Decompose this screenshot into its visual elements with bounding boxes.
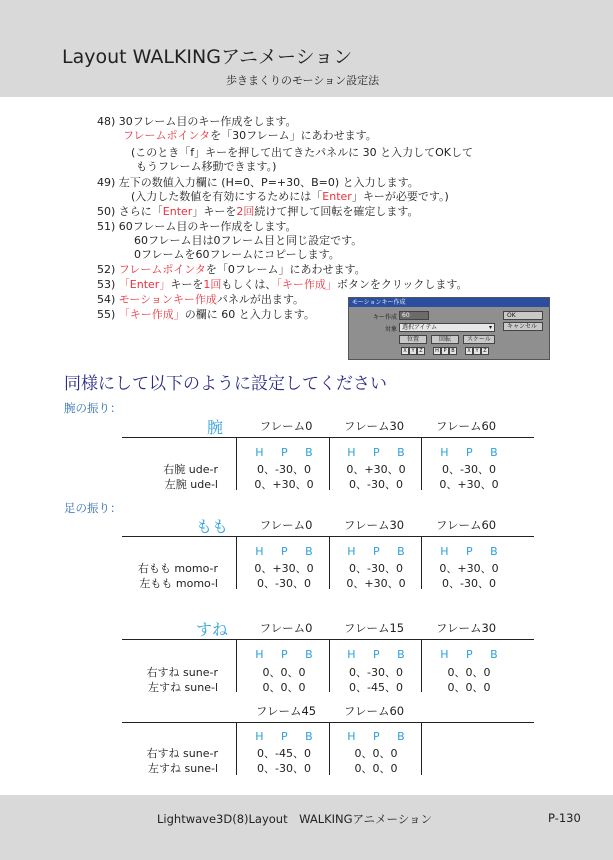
shin-hpb-30: H P B	[440, 648, 498, 661]
arm-table-rule	[122, 437, 534, 438]
scale-x-toggle[interactable]: X	[465, 347, 473, 355]
step-50-pre: 50) さらに「	[97, 205, 163, 218]
step-51-note1: 60フレーム目は0フレーム目と同じ設定です。	[134, 234, 363, 247]
arm-frame-60: フレーム60	[435, 419, 497, 433]
footer-title: Lightwave3D(8)Layout WALKINGアニメーション	[157, 812, 433, 826]
step-53-mid: キーを	[170, 278, 204, 291]
shin-l-f15: 0、-45、0	[349, 681, 403, 694]
step-49-note-rest: 」キーが必要です。)	[351, 190, 449, 203]
target-label: 対象	[385, 326, 398, 333]
step-53-count: 1回	[203, 278, 222, 291]
shin2-row-left: 左すね sune-l	[148, 762, 218, 775]
step-48-note2: もうフレーム移動できます。)	[136, 160, 277, 173]
rot-b-toggle[interactable]: B	[449, 347, 457, 355]
step-50	[97, 205, 418, 218]
step-53-enter: 「Enter」	[118, 278, 171, 291]
rot-h-toggle[interactable]: H	[433, 347, 441, 355]
shin-frame-15: フレーム15	[343, 621, 405, 635]
pos-x-toggle[interactable]: X	[401, 347, 409, 355]
ok-button[interactable]: OK	[503, 311, 543, 320]
thigh-row-left: 左もも momo-l	[139, 577, 218, 590]
arm-hpb-60: H P B	[440, 446, 498, 459]
thigh-frame-60: フレーム60	[435, 518, 497, 532]
step-54	[97, 293, 304, 306]
dialog-title: モーションキー作成	[349, 298, 549, 307]
shin-col-divider-1	[236, 639, 237, 692]
step-50-mid: 」キーを	[192, 205, 237, 218]
shin2-l-f45: 0、-30、0	[257, 762, 311, 775]
step-48-highlight: フレームポインタ	[123, 129, 211, 142]
arm-hpb-30: H P B	[347, 446, 405, 459]
step-53-mid2: もしくは、	[221, 278, 277, 291]
scale-button[interactable]: スケール	[463, 335, 495, 344]
thigh-frame-30: フレーム30	[343, 518, 405, 532]
shin2-r-f60: 0、0、0	[354, 747, 398, 760]
page-subtitle: 歩きまくりのモーション設定法	[226, 74, 380, 87]
arm-row-left: 左腕 ude-l	[164, 478, 218, 491]
step-49: 49) 左下の数値入力欄に (H=0、P=+30、B=0) と入力します。	[97, 176, 419, 189]
shin2-table-rule	[122, 722, 534, 723]
shin-frame-30: フレーム30	[435, 621, 497, 635]
thigh-hpb-60: H P B	[440, 545, 498, 558]
step-50-count: 2回	[236, 205, 255, 218]
step-55-pre: 55)	[97, 308, 119, 321]
thigh-col-divider-1	[236, 536, 237, 589]
scale-y-toggle[interactable]: Y	[473, 347, 481, 355]
shin2-l-f60: 0、0、0	[354, 762, 398, 775]
thigh-r-f60: 0、+30、0	[439, 562, 499, 575]
chevron-down-icon: ▾	[488, 324, 492, 331]
step-50-enter: Enter	[162, 205, 193, 218]
shin2-col-divider-1	[236, 722, 237, 775]
page-title: Layout WALKINGアニメーション	[62, 46, 353, 68]
cancel-button[interactable]: キャンセル	[503, 322, 543, 331]
target-select[interactable]	[399, 323, 495, 332]
shin-hpb-0: H P B	[255, 648, 313, 661]
key-create-input[interactable]: 60	[399, 311, 429, 320]
shin-r-f30: 0、0、0	[447, 666, 491, 679]
arm-l-f30: 0、-30、0	[349, 478, 403, 491]
step-54-pre: 54)	[97, 293, 119, 306]
step-51: 51) 60フレーム目のキー作成をします。	[97, 220, 297, 233]
shin2-hpb-60: H P B	[347, 730, 405, 743]
step-52	[97, 263, 366, 276]
shin-frame-45: フレーム45	[255, 704, 317, 718]
scale-z-toggle[interactable]: Z	[481, 347, 489, 355]
thigh-hpb-30: H P B	[347, 545, 405, 558]
shin2-row-right: 右すね sune-r	[146, 747, 218, 760]
arm-r-f0: 0、-30、0	[257, 463, 311, 476]
pos-y-toggle[interactable]: Y	[409, 347, 417, 355]
arm-hpb-0: H P B	[255, 446, 313, 459]
section-heading: 同様にして以下のように設定してください	[64, 374, 387, 394]
thigh-l-f60: 0、-30、0	[442, 577, 496, 590]
thigh-frame-0: フレーム0	[259, 518, 313, 532]
key-create-label: キー作成	[373, 314, 398, 321]
step-53	[97, 278, 468, 291]
shin-table-rule	[122, 639, 534, 640]
thigh-l-f30: 0、+30、0	[346, 577, 406, 590]
shin2-hpb-45: H P B	[255, 730, 313, 743]
step-50-rest: 続けて押して回転を確定します。	[254, 205, 419, 218]
step-55-field: 「キー作成」	[118, 308, 185, 321]
shin-l-f0: 0、0、0	[262, 681, 306, 694]
thigh-table-rule	[122, 536, 534, 537]
rotation-button[interactable]: 回転	[431, 335, 459, 344]
arm-r-f30: 0、+30、0	[346, 463, 406, 476]
step-49-note	[131, 190, 449, 203]
step-55-rest: の欄に 60 と入力します。	[184, 308, 315, 321]
step-48-note1: (このとき「f」キーを押して出てきたパネルに 30 と入力してOKして	[131, 146, 474, 159]
thigh-r-f0: 0、+30、0	[254, 562, 314, 575]
page-footer	[0, 795, 613, 860]
shin-frame-60: フレーム60	[343, 704, 405, 718]
motion-key-dialog	[348, 297, 550, 360]
step-54-panel: モーションキー作成	[118, 293, 217, 306]
shin-part-title: すね	[196, 620, 229, 639]
shin-r-f0: 0、0、0	[262, 666, 306, 679]
step-48-rest: を「30フレーム」にあわせます。	[210, 129, 377, 142]
position-button[interactable]: 位置	[399, 335, 427, 344]
step-53-button: 「キー作成」	[276, 278, 337, 291]
step-48: 48) 30フレーム目のキー作成をします。	[97, 115, 297, 128]
step-52-highlight: フレームポインタ	[118, 263, 206, 276]
arm-l-f0: 0、+30、0	[254, 478, 314, 491]
shin-row-right: 右すね sune-r	[146, 666, 218, 679]
step-51-note2: 0フレームを60フレームにコピーします。	[134, 248, 340, 261]
step-53-rest: ボタンをクリックします。	[336, 278, 468, 291]
shin-row-left: 左すね sune-l	[148, 681, 218, 694]
shin-r-f15: 0、-30、0	[349, 666, 403, 679]
step-52-pre: 52)	[97, 263, 119, 276]
arm-frame-0: フレーム0	[259, 419, 313, 433]
pos-z-toggle[interactable]: Z	[417, 347, 425, 355]
thigh-part-title: もも	[196, 517, 229, 536]
step-49-enter: Enter	[322, 190, 352, 203]
shin-hpb-15: H P B	[347, 648, 405, 661]
arm-section-label: 腕の振り：	[64, 401, 122, 415]
step-52-rest: を「0フレーム」にあわせます。	[205, 263, 366, 276]
step-48-line2	[123, 129, 377, 142]
rot-p-toggle[interactable]: P	[441, 347, 449, 355]
leg-section-label: 足の振り：	[64, 501, 122, 515]
step-54-rest: パネルが出ます。	[216, 293, 305, 306]
thigh-r-f30: 0、-30、0	[349, 562, 403, 575]
thigh-row-right: 右もも momo-r	[137, 562, 218, 575]
thigh-l-f0: 0、-30、0	[257, 577, 311, 590]
shin-l-f30: 0、0、0	[447, 681, 491, 694]
target-select-value: 選択アイテム	[402, 324, 438, 331]
arm-frame-30: フレーム30	[343, 419, 405, 433]
arm-l-f60: 0、+30、0	[439, 478, 499, 491]
page-number: P-130	[548, 811, 581, 825]
page-header	[0, 0, 613, 97]
step-53-pre: 53)	[97, 278, 119, 291]
step-55	[97, 308, 315, 321]
shin2-r-f45: 0、-45、0	[257, 747, 311, 760]
arm-part-title: 腕	[207, 418, 224, 437]
arm-r-f60: 0、-30、0	[442, 463, 496, 476]
shin-frame-0: フレーム0	[259, 621, 313, 635]
thigh-hpb-0: H P B	[255, 545, 313, 558]
arm-col-divider-1	[236, 437, 237, 490]
arm-row-right: 右腕 ude-r	[163, 463, 218, 476]
step-49-note-pre: (入力した数値を有効にするためには「	[131, 190, 323, 203]
